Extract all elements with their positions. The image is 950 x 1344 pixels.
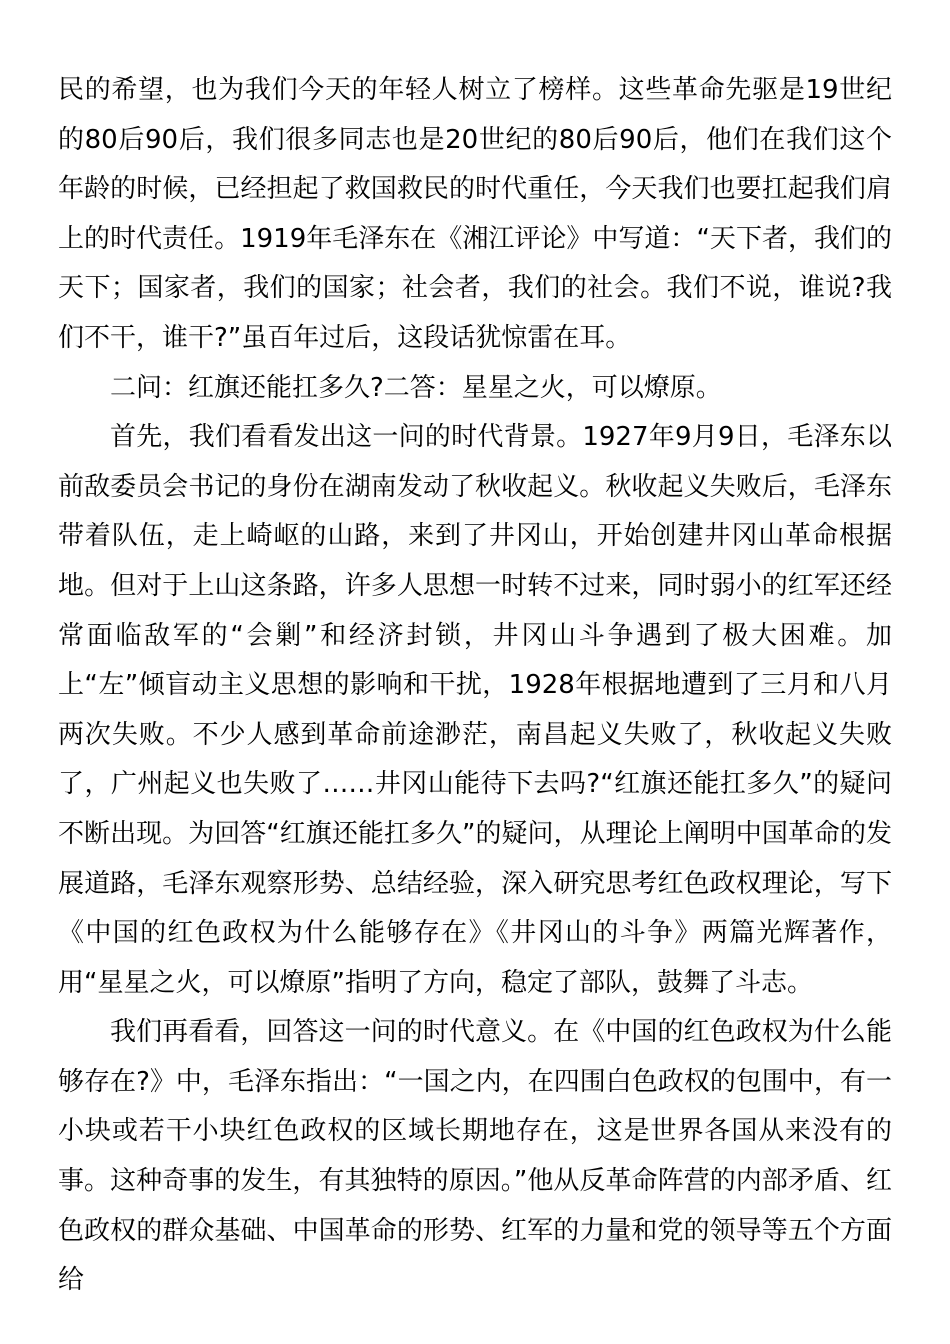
paragraph-second-question: 二问：红旗还能扛多久?二答：星星之火，可以燎原。 xyxy=(110,372,722,403)
paragraph-continuation: 民的希望，也为我们今天的年轻人树立了榜样。这些革命先驱是19世纪的80后90后，我们很多同志也是20世纪的80后90后，他们在我们这个年龄的时候，已经担起了救国救民的时代重任，今天我们也要扛起我们肩上的时代责任。1919年毛泽东在《湘江评论》中写道：“天下者，我们的天下；国家者，我们的国家；社会者，我们的社会。我们不说，谁说?我们不干，谁干?”虽百年过后，这段话犹惊雷在耳。 xyxy=(58,75,892,353)
paragraph-significance: 我们再看看，回答这一问的时代意义。在《中国的红色政权为什么能够存在?》中，毛泽东指出：“一国之内，在四围白色政权的包围中，有一小块或若干小块红色政权的区域长期地存在，这是世界各国从来没有的事。这种奇事的发生，有其独特的原因。”他从反革命阵营的内部矛盾、红色政权的群众基础、中国革命的形势、红军的力量和党的领导等五个方面给 xyxy=(58,1017,892,1296)
body-text xyxy=(58,66,892,1306)
paragraph-background: 首先，我们看看发出这一问的时代背景。1927年9月9日，毛泽东以前敌委员会书记的身份在湖南发动了秋收起义。秋收起义失败后，毛泽东带着队伍，走上崎岖的山路，来到了井冈山，开始创建井冈山革命根据地。但对于上山这条路，许多人思想一时转不过来，同时弱小的红军还经常面临敌军的“会剿”和经济封锁，井冈山斗争遇到了极大困难。加上“左”倾盲动主义思想的影响和干扰，1928年根据地遭到了三月和八月两次失败。不少人感到革命前途渺茫，南昌起义失败了，秋收起义失败了，广州起义也失败了……井冈山能待下去吗?“红旗还能扛多久”的疑问不断出现。为回答“红旗还能扛多久”的疑问，从理论上阐明中国革命的发展道路，毛泽东观察形势、总结经验，深入研究思考红色政权理论，写下《中国的红色政权为什么能够存在》《井冈山的斗争》两篇光辉著作，用“星星之火，可以燎原”指明了方向，稳定了部队，鼓舞了斗志。 xyxy=(58,422,892,998)
